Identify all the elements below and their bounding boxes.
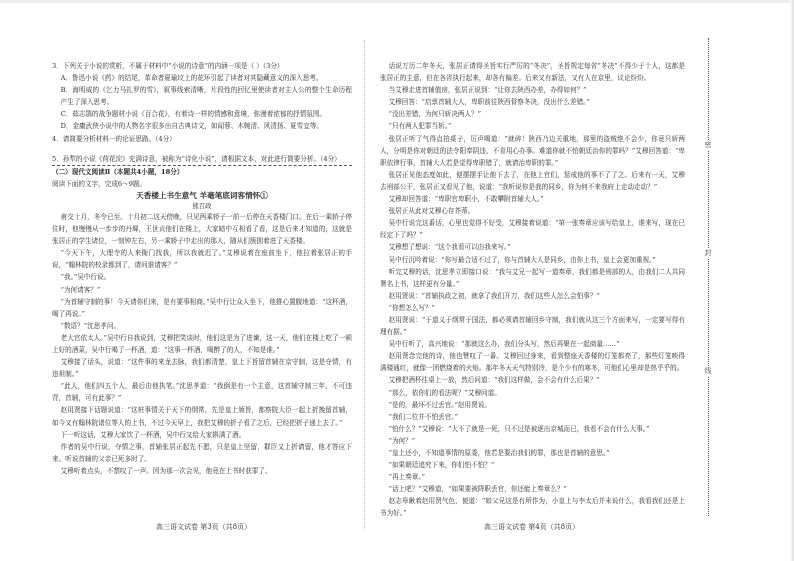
left_page-paragraph-15: “我。”吴中行说。 (60, 273, 111, 282)
right_page-paragraph-1: 当艾穆走进首辅值房，张居正说到：“让你去陕西办差，办得如何？” (388, 86, 587, 95)
right_page-paragraph-13: 赵用贤说：“首辅执政之初，就拿了我们开刀，我们这些人怎么会怕事？” (388, 291, 600, 300)
binding-mark-middle: 封 (700, 248, 716, 258)
left_page-paragraph-9: （二）现代文阅读Ⅱ（本题共4小题，18分） (52, 167, 184, 176)
right_page-paragraph-8: 张居正从此对艾穆心存芥蒂。 (388, 207, 475, 216)
scan-right-edge (790, 0, 794, 561)
left_page-paragraph-0: 3．下列关于小说的赏析，不属于材料中“小说的诗意”的内涵一项是（ ）（3分） (52, 62, 284, 70)
left_page-paragraph-4: D．金庸武侠小说中的人物名字很多出自古典诗文，如闻蓉、木婉清、风清扬、夏雪宜等。 (60, 122, 324, 131)
right_page-paragraph-25: “如果朝廷追究下来，你们怕不怕？” (388, 461, 495, 470)
left_page-paragraph-22: 赵用贤接下话题说道：“这桩事情关于天下的纲常，先是皇上颁旨，都察院大臣一起上折挽留首辅，如今又有翰林院诸位等人的上书，不过今天早上，我把艾穆的折子看了之后，已经把折子递上去了。” (52, 406, 352, 427)
right_page-paragraph-7: 艾穆却回答道：“卑职官卑职小，不敢攀附首辅大人。” (388, 195, 544, 204)
right_page-paragraph-17: 赵用贤念完他的诗，他也赞叹了一番。艾穆回过身来，看到整座天香楼的灯笼都亮了，那些灯笼映得满楼通红，就像一团燃烧着的火焰。那年冬天天气特别冷，是个少有的寒冬，可他们心里却是热乎乎的。 (380, 352, 685, 373)
right_page-paragraph-24: “皇上还小，不知道事情的原委，他若是要治我们的罪，那也是首辅的意思。” (388, 449, 610, 457)
left_page-paragraph-20: 艾穆接了话头，说道：“这件事的来龙去脉，我们都清楚，皇上下旨留首辅在京守制，这是夺情，有违祖制。” (52, 358, 352, 379)
left_page-paragraph-13: 甫交十月，冬令已至。十月初二这天傍晚，只见两乘轿子一前一后停在天香楼门口。在后一乘轿子停住时，他慢慢从一步步的丹墀，王世贞他们在楼上，大家暗中互相看了看，这是后来才知道的，这就是张居正的学生诸位，一刻钟左右，另一乘轿子中走出的那人，随从们簇拥着进了天香楼。 (52, 212, 352, 246)
right_page-paragraph-14: “你想怎么写？” (388, 303, 435, 312)
left_page-paragraph-2: B．海明威的《乞力马扎罗的雪》，叙事线索清晰，片段性的回忆里使读者对主人公的整个生命历程产生了深入思考。 (60, 86, 352, 107)
left_page-paragraph-5: 4．请简要分析材料一的论证思路。（4分） (52, 134, 176, 143)
left_page-paragraph-16: “为何请客？” (60, 285, 101, 294)
right_page-paragraph-6: 张居正见他态度如此，便摆摆手让他下去了，在他上官们，惩戒他的事不了了之。后来有一天，艾穆去刑部公干，张居正又看见了他，说道：“我听说你是我的同乡，你为何不来我府上走动走动？” (380, 170, 685, 191)
right_page-paragraph-27: “话上吧？”艾穆道，“如果要被降职丢官，你还能上奏章么？” (388, 485, 567, 494)
right_page-paragraph-2: 艾穆回答：“启禀首辅大人，卑职前往陕西督察冬决，没出什么差错。” (388, 98, 590, 107)
left_page-paragraph-3: C．茹志鹃的战争题材小说《百合花》，有着诗一样的情感和意境，弥漫着浓郁的抒情氛围。 (60, 110, 327, 119)
right_page-paragraph-23: “为何？” (388, 436, 416, 445)
binding-mark-top: 密 (700, 140, 716, 150)
binding-line (708, 38, 709, 516)
scan-top-edge (0, 0, 794, 3)
right_page-paragraph-28: 赵志皋瞅着赵用贤气色，便道：“如父兄这是有所作为，小皇上与李太后并未说什么，我看我们还是上书为好。” (380, 497, 685, 518)
left_page-paragraph-12: 熊召政 (192, 201, 212, 210)
left_page-paragraph-14: “今天下午，大理寺的人来衙门找我，所以我就迟了。”艾穆说着在座前坐下，他拉着张居正的手说，“翰林院的校录都到了，请问谁请客？” (52, 249, 352, 270)
right_page-paragraph-0: 话说万历二年冬天，张居正请得圣旨实行严厉的“冬决”，圣旨规定每省“冬决”不得少于十人，这都是张居正的主意，但在各省执行起来，却各有偏差。后来又有新法，又有人在京里，议论纷纷。 (380, 62, 685, 83)
right_page-paragraph-22: “怕什么？”艾穆说：“大不了就是一死，只不过是被逐出京城而已，我看不会有什么大事。” (388, 424, 650, 433)
right_page-paragraph-21: “我们二位并不怕丢官。” (388, 412, 458, 421)
page-divider (364, 40, 365, 530)
left_page-paragraph-24: 作者的吴中行说，夺情之事，首辅张居正起先不愿，只是皇上坚留，群臣又上折请留，他才答应下来。听说首辅的父亲已死多时了。 (52, 442, 352, 463)
right-page (380, 60, 685, 520)
left_page-paragraph-6 (52, 145, 352, 153)
left_page-paragraph-19: 老大官依太人。”吴中行自我说到，艾穆把笑谈时，他们这是为了进谏，这一天，他们在楼上吃了一顿上好的酒菜，吴中行喝了一杯酒，道：“这事一杯酒，喝醉了的人，不知是谁。” (52, 333, 352, 354)
left-page (52, 60, 352, 477)
right_page-paragraph-9: 吴中行说完这番话，心里也觉得不好受，艾穆接着说道：“第一张奏章应该写给皇上，谁来写，现在已经定下了吗？” (380, 219, 685, 240)
right-page-footer: 高三语文试卷 第4页（共8页） (484, 523, 580, 531)
right_page-paragraph-26: “再上奏章。” (388, 473, 425, 482)
left-page-footer: 高三语文试卷 第3页（共8页） (156, 523, 252, 531)
left_page-paragraph-1: A．鲁迅小说《药》的结尾，革命者夏瑜坟上的花环引起了读者对其隐藏意义的深入思考。 (60, 74, 323, 83)
right_page-paragraph-4: “只有两人犯罪当斩。” (388, 122, 452, 131)
left_page-paragraph-18: “数语？”沈思孝问。 (60, 321, 121, 330)
left_page-paragraph-7: 5．孙犁的小说《荷花淀》充满诗意，被称为“诗化小说”，请根据文本，对此进行简要分析。（4分） (52, 154, 341, 163)
left_page-paragraph-10: 阅读下面的文字，完成6～9题。 (52, 179, 147, 188)
binding-mark-bottom: 线 (700, 366, 716, 376)
right_page-paragraph-3: “没出差错，为何只斩决两人？” (388, 110, 482, 119)
left_page-paragraph-25: 艾穆听着点头，不禁叹了一声。因为那一次会见，他竟在上书时获罪了。 (60, 466, 272, 475)
right_page-paragraph-19: “那么，依你们的看法呢？”艾穆问道。 (388, 388, 501, 397)
right_page-paragraph-5: 张居正听了气得直拍桌子，厉声喝道：“就碎！陕西乃边关重地，那里的盗贼绝不会少，你竟只斩两人，分明是你对朝廷的法令阳奉阴违，不肯用心办事。难道你就不怕朝廷治你的罪吗？”艾穆回答道：“卑职依律行事，首辅大人若是觉得卑职错了，就请治卑职的罪。” (380, 134, 685, 167)
right_page-paragraph-20: “是的，最坏不过丢官。”赵用贤说。 (388, 400, 491, 409)
left_page-paragraph-21: “此人，他们四五个人，最后由他执笔。”沈思孝道：“我倒是有一个主意，这首辅守制三年，不可违背，首辅，可有此事？” (52, 382, 352, 403)
left_page-paragraph-11: 天香楼上书生意气 羊毫笔底词客情怀① (136, 190, 268, 200)
right_page-paragraph-15: 赵用贤说：“于道义于纲常于国法，都必须请首辅回乡守制，我们就从这三个方面来写，一定要写得有理有据。” (380, 315, 685, 337)
right_page-paragraph-10: 艾穆想了想说：“这个我看可以由我来写。” (388, 243, 511, 252)
left_page-paragraph-17: “为首辅守制的事！今天请你们来，是有要事相商。”吴中行让众人坐下，他推心置腹地道：“这杯酒，喝了再说。” (52, 297, 352, 318)
right_page-paragraph-11: 吴中行沉吟着说：“你写最合适不过了，你与首辅大人是同乡，由你上书，皇上会更加重视。” (388, 255, 656, 264)
right_page-paragraph-18: 艾穆把酒杯往桌上一放，然后问道：“我们这样做，会不会有什么后果？” (388, 376, 600, 385)
right_page-paragraph-16: 吴中行听了，高兴地说：“那就这么办，我们分头写，然后再聚在一起商量……” (388, 340, 620, 349)
right_page-paragraph-12: 听完艾穆的话，沈思孝立即接口说：“我与艾兄一起写一道奏章，我们都是刑部的人，由我们二人共同署名上书，这样更有分量。” (380, 267, 685, 288)
left_page-paragraph-23: 下一听这话，艾穆大家饮了一杯酒，吴中行又给大家斟满了酒。 (60, 430, 246, 439)
